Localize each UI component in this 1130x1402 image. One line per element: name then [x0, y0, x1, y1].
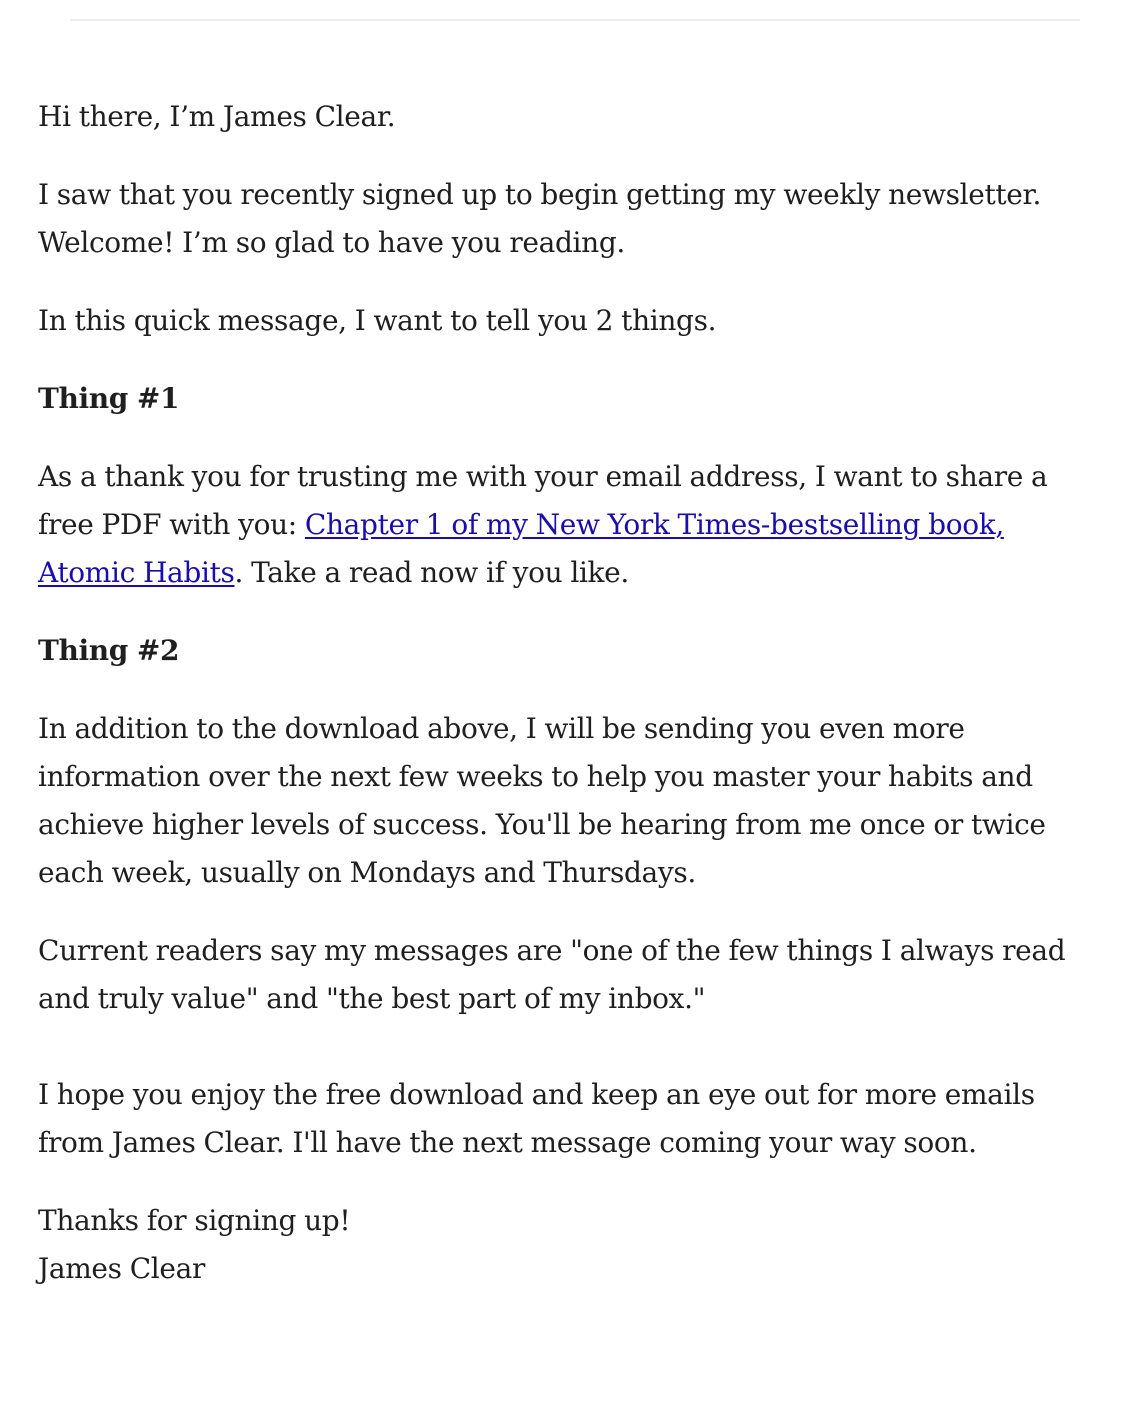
- thing-1-text-after: . Take a read now if you like.: [234, 556, 629, 589]
- thing-2-heading: Thing #2: [38, 634, 180, 667]
- greeting: Hi there, I’m James Clear.: [38, 100, 396, 133]
- chapter-1-pdf-link[interactable]: Chapter 1 of my New York Times-bestselling book, Atomic Habits: [38, 508, 1004, 589]
- signoff: [38, 1197, 1108, 1293]
- thing-1-heading: Thing #1: [38, 382, 180, 415]
- email-body: [38, 93, 1108, 1323]
- signoff-line: Thanks for signing up!: [38, 1204, 351, 1237]
- testimonial-paragraph: Current readers say my messages are "one of the few things I always read and truly value" and "the best part of my inbox.": [38, 934, 1066, 1015]
- top-divider: [70, 19, 1080, 21]
- closing-paragraph: I hope you enjoy the free download and keep an eye out for more emails from James Clear. I'll have the next message coming your way soon.: [38, 1078, 1035, 1159]
- intro-paragraph: I saw that you recently signed up to begin getting my weekly newsletter. Welcome! I’m so glad to have you reading.: [38, 178, 1042, 259]
- thing-1-text-before: As a thank you for trusting me with your email address, I want to share a free PDF with you:: [38, 460, 1048, 541]
- thing-1-paragraph: [38, 453, 1108, 597]
- lead-in-paragraph: In this quick message, I want to tell you 2 things.: [38, 304, 717, 337]
- thing-2-paragraph: In addition to the download above, I will be sending you even more information over the next few weeks to help you master your habits and achieve higher levels of success. You'll be hearing from me once or twice each week, usually on Mondays and Thursdays.: [38, 712, 1046, 889]
- signature: James Clear: [38, 1252, 205, 1285]
